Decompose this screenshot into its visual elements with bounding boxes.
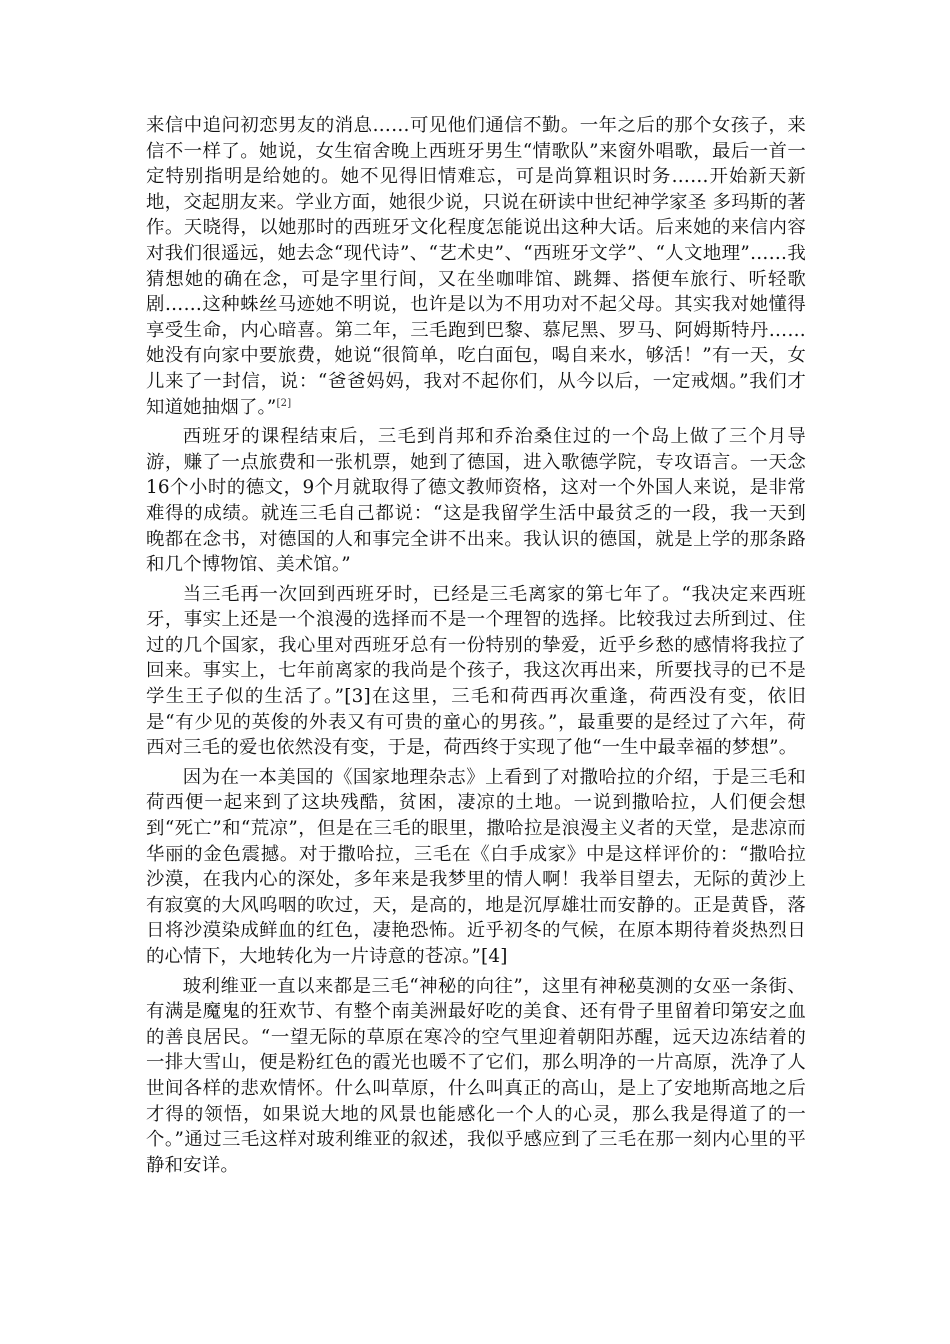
paragraph-2: 西班牙的课程结束后，三毛到肖邦和乔治桑住过的一个岛上做了三个月导游，赚了一点旅费和一张机票，她到了德国，进入歌德学院，专攻语言。一天念16个小时的德文，9个月就取得了德文教师资格，这对一个外国人来说，是非常难得的成绩。就连三毛自己都说：“这是我留学生活中最贫乏的一段，我一天到晚都在念书，对德国的人和事完全讲不出来。我认识的德国，就是上学的那条路和几个博物馆、美术馆。” (146, 426, 806, 576)
paragraph-1 (146, 113, 806, 420)
paragraph-3: 当三毛再一次回到西班牙时，已经是三毛离家的第七年了。“我决定来西班牙，事实上还是一个浪漫的选择而不是一个理智的选择。比较我过去所到过、住过的几个国家，我心里对西班牙总有一份特别的挚爱，近乎乡愁的感情将我拉了回来。事实上，七年前离家的我尚是个孩子，我这次再出来，所要找寻的已不是学生王子似的生活了。”[3]在这里，三毛和荷西再次重逢，荷西没有变，依旧是“有少见的英俊的外表又有可贵的童心的男孩。”，最重要的是经过了六年，荷西对三毛的爱也依然没有变，于是，荷西终于实现了他“一生中最幸福的梦想”。 (146, 583, 806, 759)
paragraph-1-text: 来信中追问初恋男友的消息……可见他们通信不勤。一年之后的那个女孩子，来信不一样了。她说，女生宿舍晚上西班牙男生“情歌队”来窗外唱歌，最后一首一定特别指明是给她的。她不见得旧情难忘，可是尚算粗识时务……开始新天新地，交起朋友来。学业方面，她很少说，只说在研读中世纪神学家圣 多玛斯的著作。天晓得，以她那时的西班牙文化程度怎能说出这种大话。后来她的来信内容对我们很遥远，她去念“现代诗”、“艺术史”、“西班牙文学”、“人文地理”……我猜想她的确在念，可是字里行间，又在坐咖啡馆、跳舞、搭便车旅行、听轻歌剧……这种蛛丝马迹她不明说，也许是以为不用功对不起父母。其实我对她懂得享受生命，内心暗喜。第二年，三毛跑到巴黎、慕尼黑、罗马、阿姆斯特丹……她没有向家中要旅费，她说“很简单，吃白面包，喝自来水，够活！”有一天，女儿来了一封信，说：“爸爸妈妈，我对不起你们，从今以后，一定戒烟。”我们才知道她抽烟了。” (146, 115, 807, 418)
footnote-ref-2[interactable]: [2] (276, 397, 292, 409)
paragraph-4: 因为在一本美国的《国家地理杂志》上看到了对撒哈拉的介绍，于是三毛和荷西便一起来到了这块残酷，贫困，凄凉的土地。一说到撒哈拉，人们便会想到“死亡”和“荒凉”，但是在三毛的眼里，撒哈拉是浪漫主义者的天堂，是悲凉而华丽的金色震撼。对于撒哈拉，三毛在《白手成家》中是这样评价的：“撒哈拉沙漠，在我内心的深处，多年来是我梦里的情人啊！我举目望去，无际的黄沙上有寂寞的大风呜咽的吹过，天，是高的，地是沉厚雄壮而安静的。正是黄昏，落日将沙漠染成鲜血的红色，凄艳恐怖。近乎初冬的气候，在原本期待着炎热烈日的心情下，大地转化为一片诗意的苍凉。”[4] (146, 766, 806, 967)
document-body (146, 113, 806, 1178)
paragraph-5: 玻利维亚一直以来都是三毛“神秘的向往”，这里有神秘莫测的女巫一条街、有满是魔鬼的狂欢节、有整个南美洲最好吃的美食、还有骨子里留着印第安之血的善良居民。“一望无际的草原在寒冷的空气里迎着朝阳苏醒，远天边冻结着的一排大雪山，便是粉红色的霞光也暖不了它们，那么明净的一片高原，洗净了人世间各样的悲欢情怀。什么叫草原，什么叫真正的高山，是上了安地斯高地之后才得的领悟，如果说大地的风景也能感化一个人的心灵，那么我是得道了的一个。”通过三毛这样对玻利维亚的叙述，我似乎感应到了三毛在那一刻内心里的平静和安详。 (146, 975, 806, 1176)
